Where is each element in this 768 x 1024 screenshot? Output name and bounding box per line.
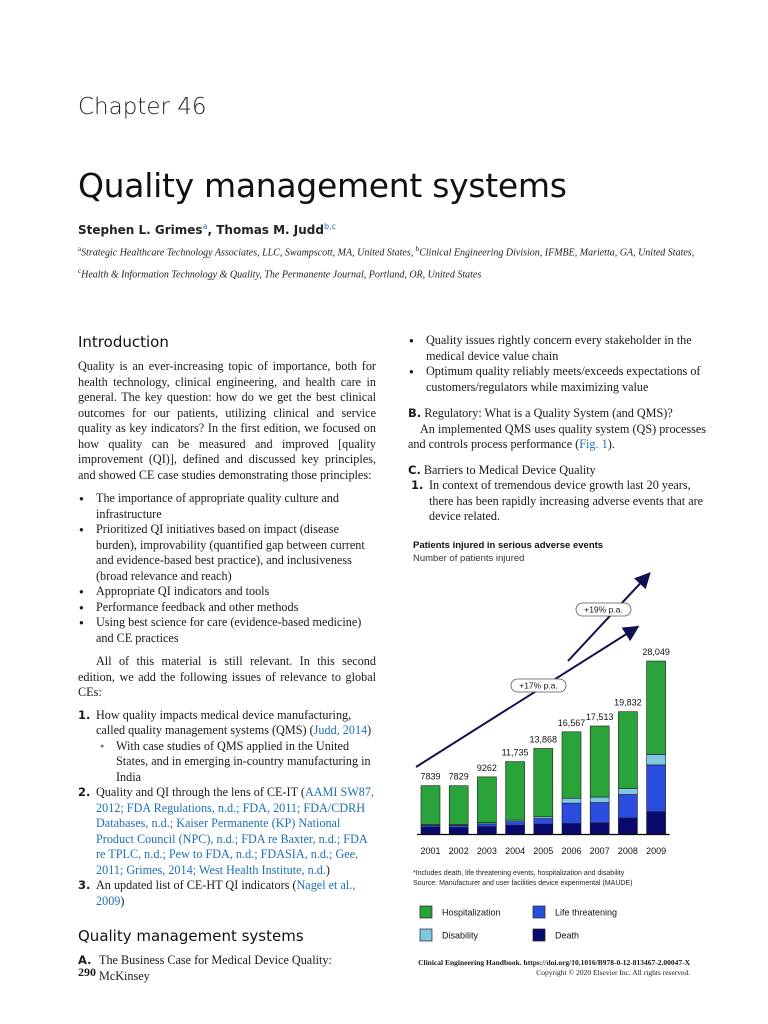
citation-links[interactable]: AAMI SW87, 2012; FDA Regulations, n.d.; FDA, 2011; FDA/CDRH Databases, n.d.; Kaiser Permanente (KP) National Product Council (NPC), n.d.; FDA re Baxter, n.d.; FDA re TPLC, n.d.; Pew to FDA, n.d.; FDASIA, n.d.; Gee, 2011; Grimes, 2014; West Health Institute, n.d. bbox=[96, 785, 375, 877]
chart-subtitle: Number of patients injured bbox=[413, 553, 525, 564]
item-text: An updated list of CE-HT QI indicators ( bbox=[96, 878, 297, 892]
lettered-item-a bbox=[78, 953, 376, 984]
list-item: ● With case studies of QMS applied in the United States, and in emerging in-country manufacturing in India bbox=[96, 739, 376, 786]
affiliation-text: Health & Information Technology & Quality, The Permanente Journal, Portland, OR, United States bbox=[81, 269, 482, 281]
lettered-item-c bbox=[408, 463, 706, 479]
right-bullet-list bbox=[408, 333, 706, 395]
item-letter: C. bbox=[408, 462, 421, 477]
growth-label-19: +19% p.a. bbox=[584, 604, 623, 615]
x-tick-label: 2003 bbox=[476, 846, 497, 856]
item-text: How quality impacts medical device manufacturing, called quality management systems (QMS) ( bbox=[96, 707, 352, 737]
bar-segment-life-threatening bbox=[477, 824, 496, 827]
chart-title: Patients injured in serious adverse events bbox=[413, 540, 604, 551]
bar-segment-death bbox=[562, 824, 581, 834]
bar-segment-disability bbox=[562, 798, 581, 803]
adverse-events-chart bbox=[408, 533, 708, 943]
data-label: 19,832 bbox=[614, 697, 642, 708]
item-text: Quality and QI through the lens of CE-IT ( bbox=[96, 785, 305, 799]
qms-paragraph bbox=[408, 422, 706, 453]
data-label: 7829 bbox=[448, 771, 469, 782]
legend-swatch bbox=[533, 906, 545, 918]
chart-source: Source: Manufacturer and user facilities device experimental (MAUDE) bbox=[413, 880, 633, 887]
chart-canvas bbox=[408, 533, 708, 943]
data-label: 28,049 bbox=[642, 647, 670, 658]
affiliation-marker[interactable]: b,c bbox=[323, 222, 337, 231]
affiliation-sup: c bbox=[78, 267, 82, 276]
bar-segment-death bbox=[534, 824, 553, 834]
section-heading-qms: Quality management systems bbox=[78, 927, 304, 945]
left-column bbox=[78, 333, 376, 984]
affiliation-sup: b bbox=[415, 245, 420, 253]
bar-segment-life-threatening bbox=[506, 822, 525, 826]
author-name[interactable]: Stephen L. Grimes bbox=[78, 223, 203, 237]
bar-segment-death bbox=[477, 827, 496, 834]
doi-citation[interactable]: Clinical Engineering Handbook. https://doi.org/10.1016/B978-0-12-813467-2.00047-X bbox=[418, 958, 690, 967]
x-tick-label: 2005 bbox=[533, 846, 554, 856]
x-tick-label: 2004 bbox=[505, 846, 526, 856]
bar-segment-death bbox=[618, 818, 637, 834]
legend-label: Death bbox=[555, 930, 580, 941]
legend-label: Hospitalization bbox=[442, 907, 501, 918]
item-text: ) bbox=[120, 893, 125, 908]
bar-segment-death bbox=[506, 825, 525, 834]
bar-segment-disability bbox=[618, 788, 637, 794]
item-number: 2. bbox=[78, 785, 91, 799]
intro-paragraph: Quality is an ever-increasing topic of importance, both for health technology, clinical engineering, and health care in general. The key question: how do we get the best clinical outcomes for our patients, utilizing clinical and service quality as key indicators? In the first edition, we focused on how quality can be measured and improved [quality improvement (QI)], defined and discussed key principles, and showed CE case studies demonstrating those principles: bbox=[78, 359, 376, 482]
affiliations bbox=[78, 240, 698, 285]
data-label: 17,513 bbox=[585, 712, 614, 723]
bar-segment-hospitalization bbox=[590, 726, 609, 797]
x-tick-labels bbox=[420, 846, 666, 856]
affiliation-text: Clinical Engineering Division, IFMBE, Marietta, GA, United States, bbox=[419, 247, 695, 259]
footer-citation bbox=[418, 958, 690, 978]
item-text: Barriers to Medical Device Quality bbox=[423, 462, 596, 477]
data-label: 7839 bbox=[420, 771, 441, 782]
bar-segment-life-threatening bbox=[449, 825, 468, 827]
legend-swatch bbox=[533, 929, 545, 941]
numbered-item-3 bbox=[78, 878, 376, 909]
bar-segment-life-threatening bbox=[618, 795, 637, 818]
item-letter: A. bbox=[78, 953, 92, 967]
list-item: ● Optimum quality reliably meets/exceeds expectations of customers/regulators while maximizing value bbox=[408, 364, 706, 395]
figure-link[interactable]: Fig. 1 bbox=[579, 437, 608, 451]
bar-segment-hospitalization bbox=[449, 786, 468, 825]
bar-segment-life-threatening bbox=[562, 803, 581, 823]
bar-segment-hospitalization bbox=[477, 777, 496, 823]
bar-segment-hospitalization bbox=[506, 762, 525, 820]
item-text: The Business Case for Medical Device Quality: McKinsey bbox=[99, 953, 332, 983]
item-number: 1. bbox=[411, 478, 424, 492]
item-number: 3. bbox=[78, 878, 91, 892]
chapter-title: Quality management systems bbox=[78, 166, 567, 205]
list-item: ● Prioritized QI initiatives based on impact (disease burden), improvability (quantified gap between current and evidence-based best practice), and inclusiveness (broad relevance and reach) bbox=[78, 522, 376, 584]
bar-segment-death bbox=[421, 827, 440, 834]
x-tick-label: 2002 bbox=[448, 846, 469, 856]
list-item: ● Performance feedback and other methods bbox=[78, 600, 376, 616]
chapter-number: Chapter 46 bbox=[78, 94, 207, 120]
author-name[interactable]: Thomas M. Judd bbox=[216, 223, 324, 237]
trend-arrow-19 bbox=[568, 575, 648, 661]
data-label: 11,735 bbox=[501, 747, 529, 758]
bar-segment-life-threatening bbox=[647, 765, 666, 812]
right-column bbox=[408, 333, 706, 525]
lettered-item-b bbox=[408, 406, 706, 422]
x-tick-label: 2006 bbox=[561, 846, 582, 856]
numbered-item-2 bbox=[78, 785, 376, 878]
x-tick-label: 2007 bbox=[589, 846, 610, 856]
item-number: 1. bbox=[78, 707, 91, 722]
sub-bullet-list bbox=[96, 739, 376, 786]
intro-paragraph-2: All of this material is still relevant. In this second edition, we add the following issues of relevance to global CEs: bbox=[78, 654, 376, 699]
list-item: ● The importance of appropriate quality culture and infrastructure bbox=[78, 491, 376, 522]
section-heading-introduction: Introduction bbox=[78, 333, 169, 351]
bar-segment-disability bbox=[647, 754, 666, 764]
list-item: ● Using best science for care (evidence-based medicine) and CE practices bbox=[78, 615, 376, 646]
bar-segment-hospitalization bbox=[618, 712, 637, 789]
growth-label-17: +17% p.a. bbox=[519, 680, 558, 691]
chart-legend bbox=[420, 906, 617, 941]
page-number: 290 bbox=[78, 965, 96, 979]
affiliation-sup: a bbox=[78, 245, 82, 253]
data-label: 9262 bbox=[476, 762, 497, 773]
x-tick-label: 2009 bbox=[646, 846, 667, 856]
item-text: ) bbox=[325, 862, 330, 877]
item-letter: B. bbox=[408, 406, 422, 420]
bar-segment-death bbox=[647, 812, 666, 834]
bar-segment-life-threatening bbox=[534, 819, 553, 825]
citation-link[interactable]: Judd, 2014 bbox=[313, 723, 368, 737]
legend-label: Disability bbox=[442, 930, 479, 941]
author-separator: , bbox=[207, 223, 217, 237]
data-label: 16,567 bbox=[557, 717, 586, 728]
list-item: ● Appropriate QI indicators and tools bbox=[78, 584, 376, 600]
x-tick-label: 2008 bbox=[617, 846, 638, 856]
bar-segment-death bbox=[590, 823, 609, 834]
bar-segment-death bbox=[449, 828, 468, 834]
bar-segment-life-threatening bbox=[590, 803, 609, 823]
data-label: 13,868 bbox=[529, 734, 558, 745]
item-text: In context of tremendous device growth last 20 years, there has been rapidly increasing adverse events that are device related. bbox=[429, 478, 704, 523]
copyright-notice: Copyright © 2020 Elsevier Inc. All rights reserved. bbox=[536, 968, 690, 977]
list-item: ● Quality issues rightly concern every stakeholder in the medical device value chain bbox=[408, 333, 706, 364]
legend-swatch bbox=[420, 929, 432, 941]
chart-footnote: *Includes death, life threatening events, hospitalization and disability bbox=[413, 870, 625, 877]
affiliation-text: Strategic Healthcare Technology Associates, LLC, Swampscott, MA, United States, bbox=[81, 247, 416, 259]
affiliation-marker[interactable]: a bbox=[202, 222, 208, 231]
bar-segment-hospitalization bbox=[421, 786, 440, 825]
numbered-item-c1 bbox=[411, 478, 706, 525]
intro-bullet-list bbox=[78, 491, 376, 646]
bar-segment-hospitalization bbox=[534, 748, 553, 816]
item-text: ) bbox=[367, 723, 372, 737]
bar-segment-disability bbox=[590, 797, 609, 803]
numbered-item-1 bbox=[78, 708, 376, 786]
bar-segment-hospitalization bbox=[562, 732, 581, 798]
item-text: Regulatory: What is a Quality System (and QMS)? bbox=[424, 406, 673, 420]
legend-label: Life threatening bbox=[555, 907, 618, 918]
paragraph-text: An implemented QMS uses quality system (QS) processes and controls process performance ( bbox=[408, 421, 706, 451]
bar-segment-hospitalization bbox=[647, 661, 666, 754]
citation-link[interactable]: Nagel et al., 2009 bbox=[96, 878, 356, 908]
x-tick-label: 2001 bbox=[420, 846, 441, 856]
paragraph-text: ). bbox=[607, 437, 615, 451]
author-list bbox=[78, 222, 336, 237]
legend-swatch bbox=[420, 906, 432, 918]
